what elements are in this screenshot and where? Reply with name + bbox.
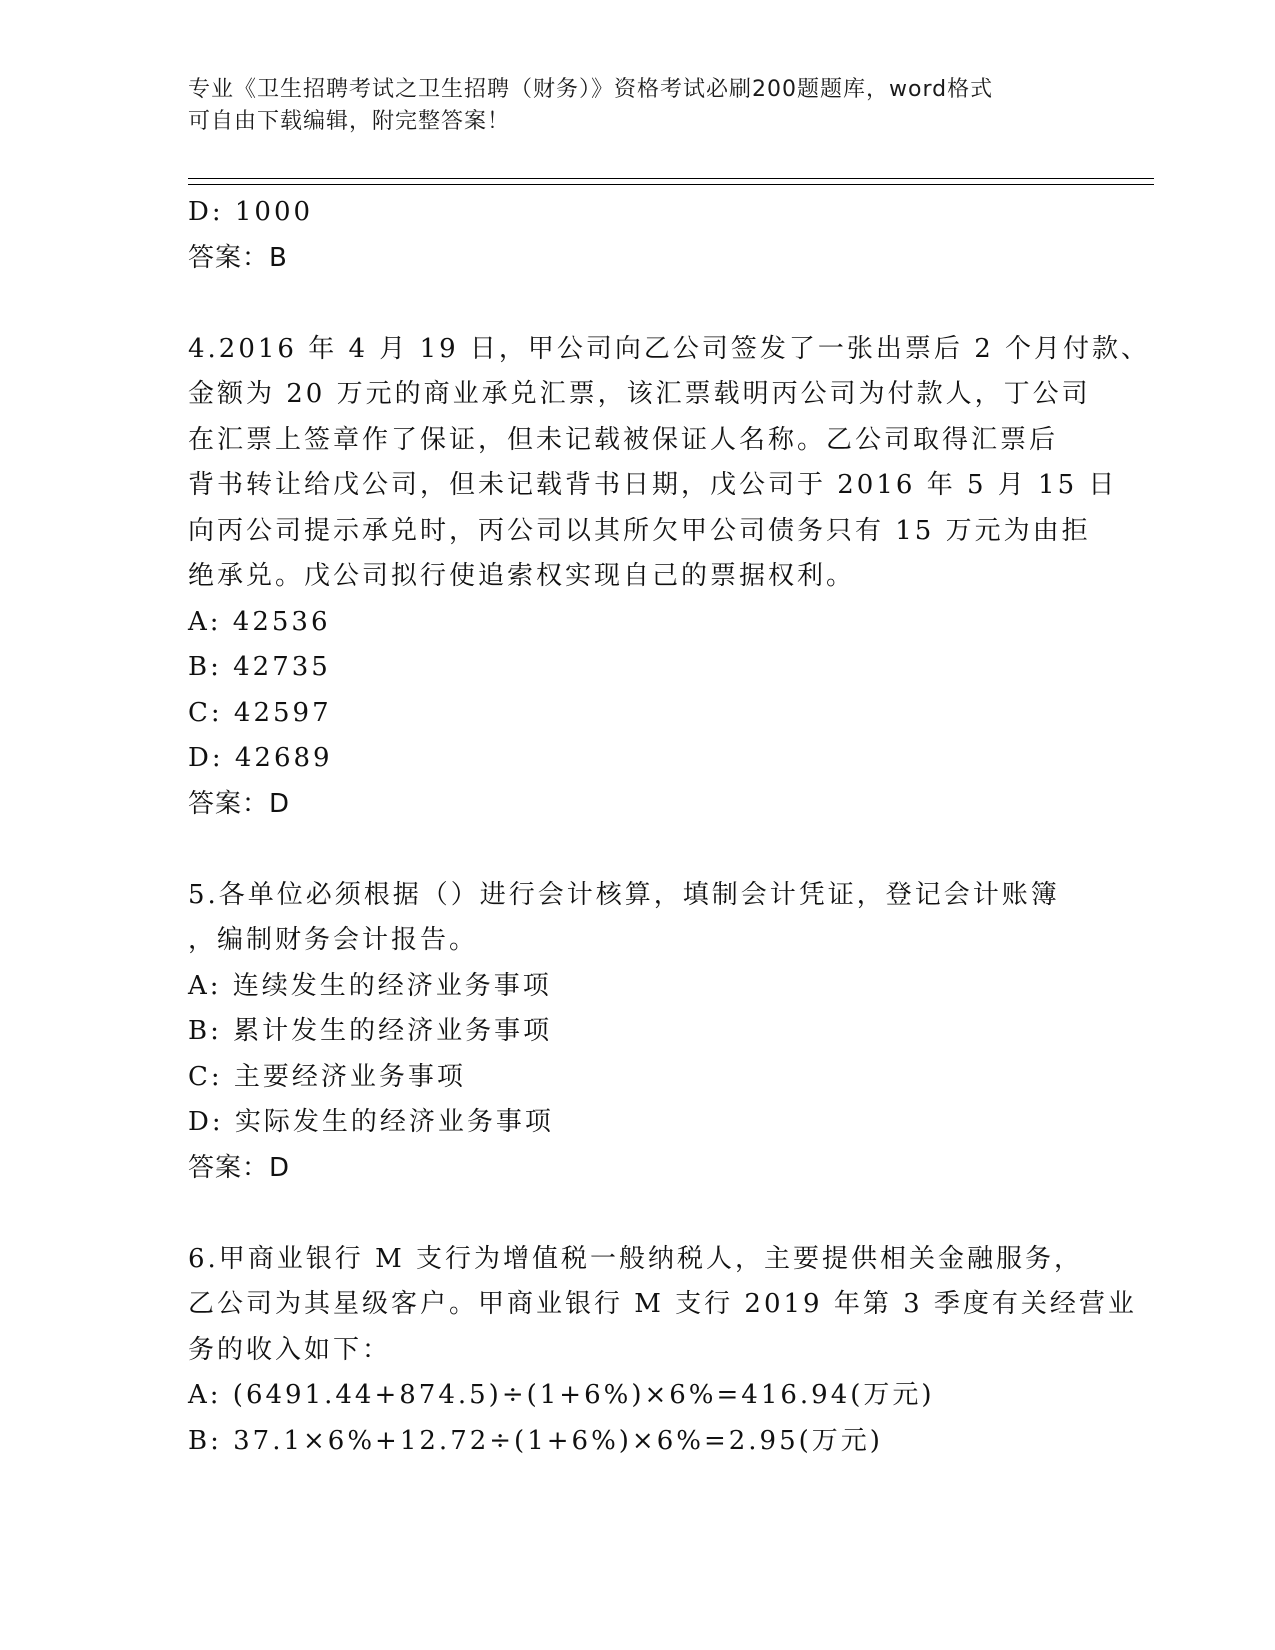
question-5-text-line: 5.各单位必须根据（）进行会计核算，填制会计凭证，登记会计账簿 <box>188 879 1060 910</box>
question-4-option-a: A: 42536 <box>188 606 331 637</box>
question-4-text-line: 金额为 20 万元的商业承兑汇票，该汇票载明丙公司为付款人，丁公司 <box>188 379 1091 409</box>
question-4-text-line: 绝承兑。戊公司拟行使追索权实现自己的票据权利。 <box>188 561 856 591</box>
header-divider <box>188 178 1154 185</box>
question-4-text-line: 向丙公司提示承兑时，丙公司以其所欠甲公司债务只有 15 万元为由拒 <box>188 515 1091 546</box>
question-4-text-line: 在汇票上签章作了保证，但未记载被保证人名称。乙公司取得汇票后 <box>188 424 1059 455</box>
question-6-text-line: 乙公司为其星级客户。甲商业银行 M 支行 2019 年第 3 季度有关经营业 <box>188 1289 1137 1319</box>
question-5-text-line: ，编制财务会计报告。 <box>188 925 479 955</box>
question-4-answer: 答案：D <box>188 788 291 819</box>
spacer <box>188 1191 1088 1237</box>
question-6 <box>188 1237 1137 1465</box>
question-5-option-a: A: 连续发生的经济业务事项 <box>188 970 552 1001</box>
question-4 <box>188 327 1150 828</box>
question-5-option-c: C: 主要经济业务事项 <box>188 1061 466 1092</box>
question-5-answer: 答案：D <box>188 1152 291 1183</box>
question-4-option-b: B: 42735 <box>188 652 331 682</box>
question-5 <box>188 873 1088 1192</box>
question-6-option-b: B: 37.1×6%+12.72÷(1+6%)×6%=2.95(万元) <box>188 1425 883 1456</box>
document-body <box>188 190 1150 1464</box>
question-4-text-line: 4.2016 年 4 月 19 日，甲公司向乙公司签发了一张出票后 2 个月付款、 <box>188 333 1150 364</box>
prev-answer: 答案：B <box>188 242 288 273</box>
question-6-text-line: 6.甲商业银行 M 支行为增值税一般纳税人，主要提供相关金融服务， <box>188 1243 1083 1274</box>
question-5-option-b: B: 累计发生的经济业务事项 <box>188 1016 553 1046</box>
spacer <box>188 281 1088 327</box>
question-4-option-c: C: 42597 <box>188 697 332 728</box>
header-title-line-2: 可自由下载编辑，附完整答案！ <box>188 109 511 134</box>
question-4-text-line: 背书转让给戊公司，但未记载背书日期，戊公司于 2016 年 5 月 15 日 <box>188 470 1118 500</box>
header-title-line-1: 专业《卫生招聘考试之卫生招聘（财务）》资格考试必刷200题题库，word格式 <box>188 77 994 102</box>
question-6-text-line: 务的收入如下： <box>188 1334 392 1365</box>
question-4-option-d: D: 42689 <box>188 743 333 773</box>
spacer <box>188 827 1088 873</box>
question-6-option-a: A: (6491.44+874.5)÷(1+6%)×6%=416.94(万元) <box>188 1380 935 1410</box>
question-5-option-d: D: 实际发生的经济业务事项 <box>188 1107 554 1137</box>
page-header <box>188 74 1068 138</box>
prev-option-d: D: 1000 <box>188 197 314 227</box>
